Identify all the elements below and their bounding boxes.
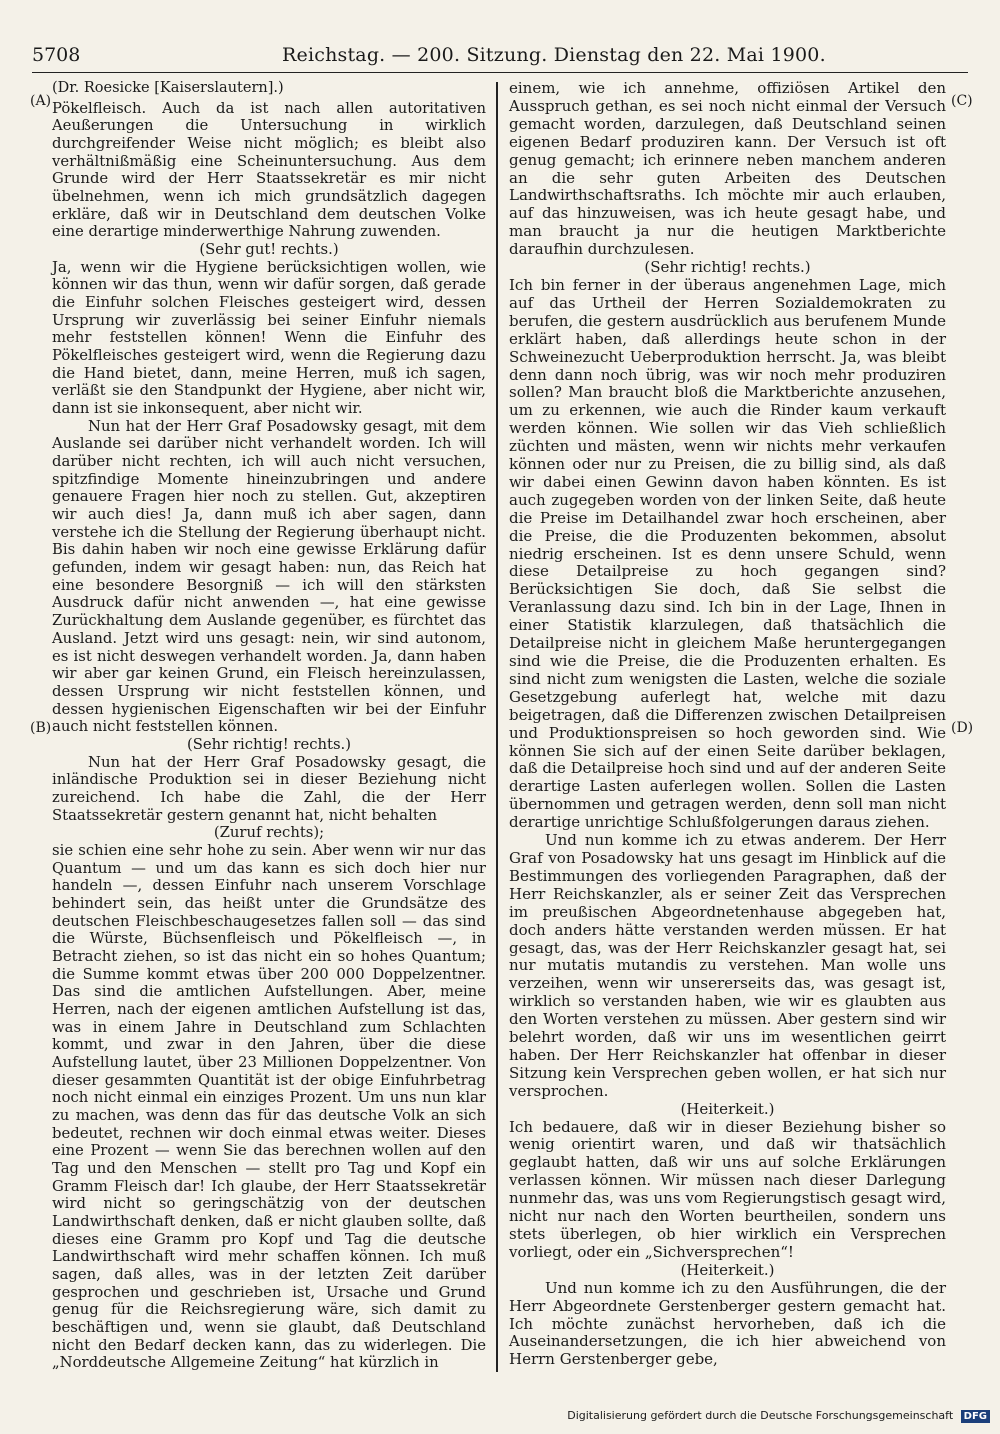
speaker-line: (Dr. Roesicke [Kaiserslautern].) [52, 80, 284, 96]
page-header [32, 44, 968, 73]
left-column [52, 80, 486, 1372]
reaction: (Heiterkeit.) [680, 1099, 775, 1118]
paragraph: Ich bedauere, daß wir in dieser Beziehung bisher so wenig orientirt waren, und daß wir thatsächlich geglaubt hatten, daß wir uns auf solche Erklärungen verlassen können. Wir müssen nach dieser Darlegung nunmehr das, was uns vom Regierungstisch gesagt wird, nicht nur nach den Worten beurtheilen, sondern uns stets überlegen, ob hier wirklich ein Versprechen vorliegt, oder ein „Sichversprechen“! [509, 1117, 946, 1261]
margin-mark-c: (C) [951, 93, 973, 109]
paragraph: Pökelfleisch. Auch da ist nach allen autoritativen Aeußerungen die Untersuchung in wirklich durchgreifender Weise nicht möglich; es bleibt also verhältnißmäßig eine Scheinuntersuchung. Aus dem Grunde wird der Herr Staatssekretär es mir nicht übelnehmen, wenn ich mich grundsätzlich dagegen erkläre, daß wir in Deutschland dem deutschen Volke eine derartige minderwerthige Nahrung zuwenden. [52, 99, 486, 241]
column-divider [496, 82, 498, 1372]
reaction: (Heiterkeit.) [680, 1260, 775, 1279]
margin-mark-a: (A) [30, 93, 52, 109]
paragraph: Ich bin ferner in der überaus angenehmen Lage, mich auf das Urtheil der Herren Sozialdemokraten zu berufen, die gestern ausdrücklich aus berufenem Munde erklärt haben, daß allerdings heute schon in der Schweinezucht Ueberproduktion herrscht. Ja, was bleibt denn dann noch übrig, was wir noch mehr produziren sollen? Man braucht bloß die Marktberichte anzusehen, um zu erkennen, wie auch die Rinder kaum verkauft werden können. Wie sollen wir das Vieh schließlich züchten und mästen, wenn wir nichts mehr verkaufen können oder nur zu Preisen, die zu billig sind, als daß wir dabei einen Gewinn davon haben könnten. Es ist auch zugegeben worden von der linken Seite, daß heute die Preise im Detailhandel zwar hoch erscheinen, aber die Preise, die die Produzenten bekommen, absolut niedrig erscheinen. Ist es denn unsere Schuld, wenn diese Detailpreise zu hoch gegangen sind? Berücksichtigen Sie doch, daß Sie selbst die Veranlassung dazu sind. Ich bin in der Lage, Ihnen in einer Statistik klarzulegen, daß thatsächlich die Detailpreise nicht in gleichem Maße heruntergegangen sind wie die Preise, die die Produzenten erhalten. Es sind nicht zum wenigsten die Lasten, welche die soziale Gesetzgebung auferlegt hat, welche mit dazu beigetragen, daß die Differenzen zwischen Detailpreisen und Produktionspreisen so hoch geworden sind. Wie können Sie sich auf der einen Seite darüber beklagen, daß die Detailpreise hoch sind und auf der anderen Seite derartige Lasten auferlegen wollen. Sollen die Lasten übernommen und getragen werden, denn soll man nicht derartige unrichtige Schlußfolgerungen daraus ziehen. [509, 275, 946, 832]
reaction: (Sehr gut! rechts.) [199, 241, 339, 259]
paragraph: Nun hat der Herr Graf Posadowsky gesagt, die inländische Produktion sei in dieser Beziehung nicht zureichend. Ich habe die Zahl, die der Herr Staatssekretär gestern genannt hat, nicht behalten [52, 753, 486, 824]
paragraph: sie schien eine sehr hohe zu sein. Aber wenn wir nur das Quantum — und um das kann es sich doch hier nur handeln —, dessen Einfuhr nach unserem Vorschlage behindert sein, das heißt unter die Grundsätze des deutschen Fleischbeschaugesetzes fallen soll — das sind die Würste, Büchsenfleisch und Pökelfleisch —, in Betracht ziehen, so ist das nicht ein so hohes Quantum; die Summe kommt etwas über 200 000 Doppelzentner. Das sind die amtlichen Aufstellungen. Aber, meine Herren, nach der eigenen amtlichen Aufstellung ist das, was in einem Jahre in Deutschland zum Schlachten kommt, und zwar in den Jahren, über die diese Aufstellung lautet, über 23 Millionen Doppelzentner. Von dieser gesammten Quantität ist der obige Einfuhrbetrag noch nicht einmal ein einziges Prozent. Um uns nun klar zu machen, was denn das für das deutsche Volk an sich bedeutet, rechnen wir doch einmal etwas weiter. Dieses eine Prozent — wenn Sie das berechnen wollen auf den Tag und den Menschen — stellt pro Tag und Kopf ein Gramm Fleisch dar! Ich glaube, der Herr Staatssekretär wird nicht so geringschätzig von der deutschen Landwirthschaft denken, daß er nicht glauben sollte, daß dieses eine Gramm pro Kopf und Tag die deutsche Landwirthschaft wird mehr schaffen können. Ich muß sagen, daß alles, was in der letzten Zeit darüber gesprochen und geschrieben ist, Ursache und Grund genug für die Reichsregierung wäre, sich damit zu beschäftigen und, wenn sie glaubt, daß Deutschland nicht den Bedarf decken kann, das zu widerlegen. Die „Norddeutsche Allgemeine Zeitung“ hat kürzlich in [52, 841, 486, 1372]
page-number: 5708 [32, 44, 81, 66]
margin-mark-d: (D) [951, 720, 974, 736]
footer [560, 1409, 990, 1423]
dfg-logo: DFG [961, 1410, 990, 1423]
paragraph: Nun hat der Herr Graf Posadowsky gesagt, mit dem Auslande sei darüber nicht verhandelt worden. Ich will darüber nicht rechten, ich will auch nicht versuchen, spitzfindige Momente hineinzubringen und andere genauere Fragen hier noch zu stellen. Gut, akzeptiren wir auch dies! Ja, dann muß ich aber sagen, dann verstehe ich die Stellung der Regierung überhaupt nicht. Bis dahin haben wir noch eine gewisse Erklärung dafür gefunden, indem wir gesagt haben: nun, das Reich hat eine besondere Besorgniß — ich will den stärksten Ausdruck dafür nicht anwenden —, hat eine gewisse Zurückhaltung dem Auslande gegenüber, es fürchtet das Ausland. Jetzt wird uns gesagt: nein, wir sind autonom, es ist nicht deswegen verhandelt worden. Ja, dann haben wir aber gar keinen Grund, ein Fleisch hereinzulassen, dessen Ursprung wir nicht feststellen können, und dessen hygienischen Eigenschaften wir bei der Einfuhr auch nicht feststellen können. [52, 417, 486, 736]
paragraph: Und nun komme ich zu etwas anderem. Der Herr Graf von Posadowsky hat uns gesagt im Hinblick auf die Bestimmungen des vorliegenden Paragraphen, daß der Herr Reichskanzler, als er seiner Zeit das Versprechen im preußischen Abgeordnetenhause abgegeben hat, doch anders hätte verstanden werden müssen. Er hat gesagt, das, was der Herr Reichskanzler gesagt hat, sei nur mutatis mutandis zu verstehen. Man wolle uns verzeihen, wenn wir unsererseits das, was gesagt ist, wirklich so verstanden haben, wie wir es glaubten aus den Worten verstehen zu müssen. Aber gestern sind wir belehrt worden, daß wir uns im wesentlichen geirrt haben. Der Herr Reichskanzler hat offenbar in dieser Sitzung kein Versprechen geben wollen, er hat sich nur versprochen. [509, 831, 946, 1100]
right-column [509, 80, 946, 1369]
reaction: (Sehr richtig! rechts.) [644, 258, 811, 277]
running-head: Reichstag. — 200. Sitzung. Dienstag den 22. Mai 1900. [282, 44, 826, 66]
margin-mark-b: (B) [30, 720, 52, 736]
reaction: (Zuruf rechts); [213, 824, 325, 842]
paragraph: Und nun komme ich zu den Ausführungen, die der Herr Abgeordnete Gerstenberger gestern gemacht hat. Ich möchte zunächst hervorheben, daß ich die Auseinandersetzungen, die ich hier abweichend von Herrn Gerstenberger gebe, [509, 1278, 946, 1369]
paragraph: Ja, wenn wir die Hygiene berücksichtigen wollen, wie können wir das thun, wenn wir dafür sorgen, daß gerade die Einfuhr solchen Fleisches gesteigert wird, dessen Ursprung wir zuverlässig bei seiner Einfuhr niemals mehr feststellen können! Wenn die Einfuhr des Pökelfleisches gesteigert wird, wenn die Regierung dazu die Hand bietet, dann, meine Herren, muß ich sagen, verläßt sie den Standpunkt der Hygiene, aber nicht wir, dann ist sie inkonsequent, aber nicht wir. [52, 258, 486, 418]
paragraph: einem, wie ich annehme, offiziösen Artikel den Ausspruch gethan, es sei noch nicht einmal der Versuch gemacht worden, darzulegen, daß Deutschland seinen eigenen Bedarf produziren kann. Der Versuch ist oft genug gemacht; ich erinnere neben manchem anderen an die sehr guten Arbeiten des Deutschen Landwirthschaftsraths. Ich möchte mir auch erlauben, auf das hinzuweisen, was ich heute gesagt habe, und man braucht ja nur die heutigen Marktberichte daraufhin durchzulesen. [509, 79, 946, 259]
reaction: (Sehr richtig! rechts.) [186, 735, 352, 753]
footer-text: Digitalisierung gefördert durch die Deutsche Forschungsgemeinschaft [567, 1409, 954, 1422]
